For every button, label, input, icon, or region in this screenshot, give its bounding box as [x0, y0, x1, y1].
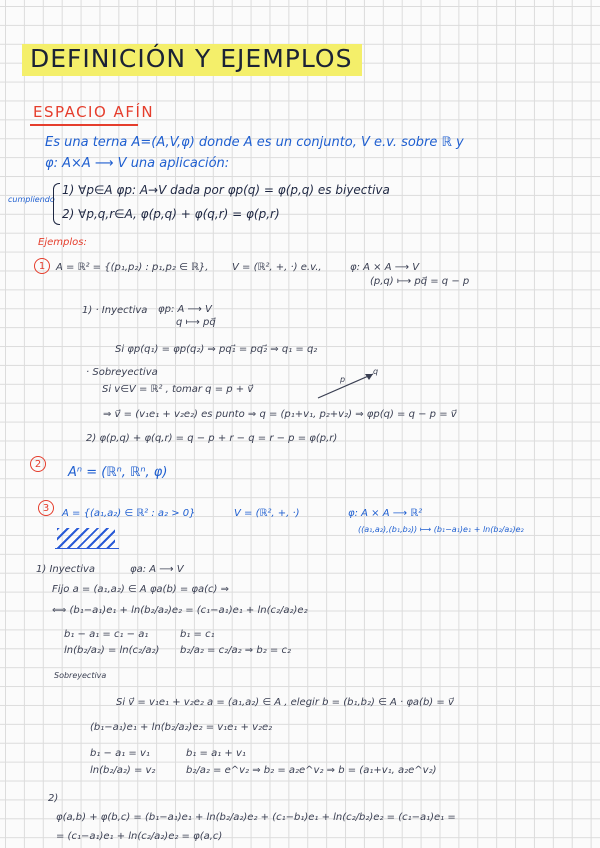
- hatched-region-sketch: [57, 528, 115, 548]
- ex1-injective-map-1: φp: A ⟶ V: [158, 304, 212, 315]
- ex3-map-line-2: ((a₁,a₂),(b₁,b₂)) ⟼ (b₁−a₁)e₁ + ln(b₂/a₂)e₂: [358, 525, 524, 534]
- ex3-injective-line-3b: b₂/a₂ = c₂/a₂ ⇒ b₂ = c₂: [180, 645, 291, 656]
- example-1-number: 1: [34, 258, 50, 274]
- ex3-injective-label: 1) Inyectiva: [36, 564, 96, 575]
- example-2-number: 2: [30, 456, 46, 472]
- ex3-surjective-line-4b: b₂/a₂ = e^v₂ ⇒ b₂ = a₂e^v₂ ⇒ b = (a₁+v₁, a₂e^v₂): [186, 765, 437, 776]
- examples-label: Ejemplos:: [38, 237, 87, 248]
- ex3-vector-space: V = (ℝ², +, ·): [234, 508, 300, 519]
- definition-line-1: Es una terna A=(A,V,φ) donde A es un conjunto, V e.v. sobre ℝ y: [45, 135, 464, 150]
- ex1-definition: A = ℝ² = {(p₁,p₂) : p₁,p₂ ∈ ℝ},: [56, 262, 209, 273]
- ex3-injective-line-3a: ln(b₂/a₂) = ln(c₂/a₂): [64, 645, 160, 656]
- ex1-vector-space: V = (ℝ², +, ·) e.v.,: [232, 262, 322, 273]
- ex1-injective-label: 1) · Inyectiva: [82, 305, 148, 316]
- section-heading: ESPACIO AFÍN: [33, 103, 155, 121]
- vector-sketch-q-label: q: [373, 367, 379, 376]
- ex3-definition: A = {(a₁,a₂) ∈ ℝ² : a₂ > 0}: [62, 508, 196, 519]
- ex1-surjective-line-2: ⇒ v⃗ = (v₁e₁ + v₂e₂) es punto ⇒ q = (p₁+v₁, p₂+v₂) ⇒ φp(q) = q − p = v⃗: [103, 409, 457, 420]
- ex1-injective-equation: Si φp(q₁) = φp(q₂) ⇒ pq₁⃗ = pq₂⃗ ⇒ q₁ = q₂: [115, 344, 318, 355]
- ex1-injective-map-2: q ⟼ pq⃗: [176, 317, 216, 328]
- vector-arrow-line: [318, 374, 373, 398]
- conditions-label: cumpliendo: [8, 195, 55, 204]
- ex3-surjective-line-2: (b₁−a₁)e₁ + ln(b₂/a₂)e₂ = v₁e₁ + v₂e₂: [90, 722, 273, 733]
- condition-1: 1) ∀p∈A φp: A→V dada por φp(q) = φ(p,q) es biyectiva: [62, 183, 390, 197]
- ex3-property-2-label: 2): [48, 793, 59, 804]
- ex3-property-2-line-2: = (c₁−a₁)e₁ + ln(c₂/a₂)e₂ = φ(a,c): [56, 831, 223, 842]
- ex3-property-2-line-1: φ(a,b) + φ(b,c) = (b₁−a₁)e₁ + ln(b₂/a₂)e₂ + (c₁−b₁)e₁ + ln(c₂/b₂)e₂ = (c₁−a₁)e₁ =: [56, 812, 456, 823]
- ex3-map-line-1: φ: A × A ⟶ ℝ²: [348, 508, 423, 519]
- definition-line-2: φ: A×A ⟶ V una aplicación:: [45, 156, 230, 171]
- vector-sketch-p-label: p: [340, 375, 346, 384]
- ex1-surjective-line-1: Si v∈V = ℝ² , tomar q = p + v⃗: [102, 384, 254, 395]
- example-3-number: 3: [38, 500, 54, 516]
- ex3-injective-line-2b: b₁ = c₁: [180, 629, 215, 640]
- ex3-injective-map: φa: A ⟶ V: [130, 564, 184, 575]
- ex2-affine-space: Aⁿ = (ℝⁿ, ℝⁿ, φ): [68, 465, 168, 480]
- hatched-region-axis: [55, 548, 119, 549]
- condition-2: 2) ∀p,q,r∈A, φ(p,q) + φ(q,r) = φ(p,r): [62, 207, 280, 221]
- page-title: DEFINICIÓN Y EJEMPLOS: [22, 44, 362, 76]
- ex3-surjective-label: Sobreyectiva: [54, 671, 107, 680]
- ex1-property-2: 2) φ(p,q) + φ(q,r) = q − p + r − q = r − p = φ(p,r): [86, 433, 338, 444]
- ex3-fix-point: Fijo a = (a₁,a₂) ∈ A φa(b) = φa(c) ⇒: [52, 584, 230, 595]
- ex1-surjective-label: · Sobreyectiva: [86, 367, 158, 378]
- ex3-surjective-line-3a: b₁ − a₁ = v₁: [90, 748, 150, 759]
- ex1-map-line-1: φ: A × A ⟶ V: [350, 262, 420, 273]
- ex1-map-line-2: (p,q) ⟼ pq⃗ = q − p: [370, 276, 470, 287]
- ex3-surjective-line-4a: ln(b₂/a₂) = v₂: [90, 765, 156, 776]
- ex3-surjective-line-1: Si v⃗ = v₁e₁ + v₂e₂ a = (a₁,a₂) ∈ A , elegir b = (b₁,b₂) ∈ A · φa(b) = v⃗: [116, 697, 454, 708]
- ex3-injective-line-1: ⟺ (b₁−a₁)e₁ + ln(b₂/a₂)e₂ = (c₁−a₁)e₁ + ln(c₂/a₂)e₂: [52, 605, 308, 616]
- ex3-injective-line-2a: b₁ − a₁ = c₁ − a₁: [64, 629, 149, 640]
- ex3-surjective-line-3b: b₁ = a₁ + v₁: [186, 748, 246, 759]
